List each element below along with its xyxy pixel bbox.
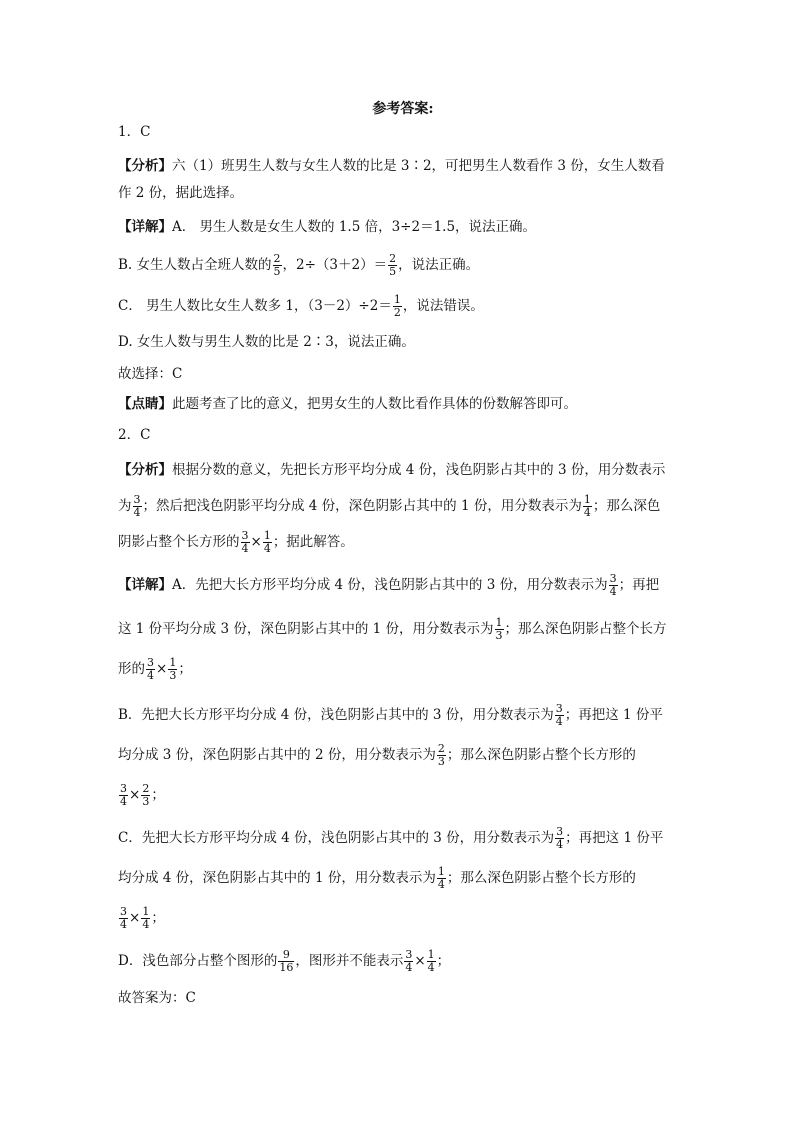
fraction xyxy=(427,949,436,974)
q2-option-D xyxy=(118,949,450,974)
fraction-numerator: 1 xyxy=(393,293,401,306)
text: 均分成 4 份，深色阴影占其中的 1 份，用分数表示为 xyxy=(118,870,436,886)
fraction-denominator: 3 xyxy=(142,795,150,808)
q2-detail-A-line-3 xyxy=(118,657,192,682)
q2-option-B-line-1 xyxy=(118,703,663,728)
fraction-denominator: 4 xyxy=(142,918,150,931)
q1-option-D: D. 女生人数与男生人数的比是 2∶3，说法正确。 xyxy=(118,334,415,350)
fraction-denominator: 4 xyxy=(555,715,563,728)
text: ； xyxy=(151,910,165,926)
fraction-numerator: 3 xyxy=(147,656,154,669)
text: ；那么深色 xyxy=(592,498,661,514)
q1-analysis-line-2: 作 2 份，据此选择。 xyxy=(118,185,244,201)
text: 均分成 3 份，深色阴影占其中的 2 份，用分数表示为 xyxy=(118,747,436,763)
fraction xyxy=(146,657,155,682)
fraction-denominator: 4 xyxy=(241,542,249,555)
fraction-numerator: 1 xyxy=(142,905,150,918)
fraction xyxy=(437,743,446,768)
text: ； xyxy=(151,787,165,803)
analysis-tag: 【分析】 xyxy=(118,462,172,478)
fraction xyxy=(141,783,150,808)
text: 这 1 份平均分成 3 份，深色阴影占其中的 1 份，用分数表示为 xyxy=(118,621,494,637)
fraction-denominator: 4 xyxy=(120,918,127,931)
q2-analysis-line-2 xyxy=(118,494,660,519)
fraction-numerator: 3 xyxy=(120,782,127,795)
fraction-denominator: 16 xyxy=(279,961,294,974)
fraction xyxy=(168,657,177,682)
fraction-denominator: 4 xyxy=(263,542,271,555)
fraction xyxy=(555,703,564,728)
text: ； xyxy=(436,953,451,969)
fraction-numerator: 1 xyxy=(437,865,445,878)
fraction-denominator: 4 xyxy=(437,878,445,891)
q2-analysis-line-1 xyxy=(118,460,665,480)
detail-tag: 【详解】 xyxy=(118,577,172,593)
q2-detail-A-line-1 xyxy=(118,573,659,598)
q2-option-C-line-3 xyxy=(118,906,165,931)
fraction-numerator: 3 xyxy=(241,529,249,542)
q1-comment-text: 此题考查了比的意义，把男女生的人数比看作具体的份数解答即可。 xyxy=(172,396,577,412)
fraction xyxy=(263,530,272,555)
text: 为 xyxy=(118,498,132,514)
q2-option-B-line-3 xyxy=(118,783,165,808)
fraction xyxy=(583,494,592,519)
times-sign: × xyxy=(129,910,141,926)
q1-option-B xyxy=(118,253,479,278)
fraction-numerator: 3 xyxy=(133,493,141,506)
text: ； xyxy=(178,661,192,677)
fraction xyxy=(119,906,128,931)
fraction xyxy=(609,573,618,598)
fraction xyxy=(119,783,128,808)
fraction-denominator: 4 xyxy=(427,961,435,974)
q1-number: 1．C xyxy=(118,124,151,140)
fraction-numerator: 3 xyxy=(556,825,564,838)
text: 阴影占整个长方形的 xyxy=(118,534,240,550)
text: ，2÷（3＋2）＝ xyxy=(282,257,388,273)
fraction-denominator: 3 xyxy=(437,755,445,768)
fraction xyxy=(555,826,564,851)
fraction-numerator: 3 xyxy=(120,905,127,918)
fraction-denominator: 4 xyxy=(556,838,564,851)
text: ，说法错误。 xyxy=(402,298,484,314)
text: 根据分数的意义，先把长方形平均分成 4 份，浅色阴影占其中的 3 份，用分数表示 xyxy=(172,462,666,478)
fraction xyxy=(388,253,397,278)
text: B．先把大长方形平均分成 4 份，浅色阴影占其中的 3 份，用分数表示为 xyxy=(118,707,554,723)
fraction-numerator: 1 xyxy=(583,493,591,506)
fraction xyxy=(133,494,142,519)
text: ；然后把浅色阴影平均分成 4 份，深色阴影占其中的 1 份，用分数表示为 xyxy=(142,498,582,514)
fraction-numerator: 3 xyxy=(405,948,413,961)
q2-option-C-line-2 xyxy=(118,866,636,891)
text: ，说法正确。 xyxy=(398,257,480,273)
text: ；再把这 1 份平 xyxy=(564,707,663,723)
q2-option-B-line-2 xyxy=(118,743,636,768)
q1-option-C xyxy=(118,294,484,319)
fraction-numerator: 1 xyxy=(169,656,177,669)
text: ，图形并不能表示 xyxy=(295,953,404,969)
fraction-denominator: 4 xyxy=(609,585,617,598)
fraction-numerator: 1 xyxy=(495,616,503,629)
q1-detail-A xyxy=(118,217,536,237)
q1-comment xyxy=(118,394,577,414)
page-title: 参考答案: xyxy=(372,101,434,117)
fraction-denominator: 3 xyxy=(169,669,177,682)
fraction-numerator: 1 xyxy=(263,529,271,542)
fraction-numerator: 3 xyxy=(609,572,617,585)
fraction-numerator: 3 xyxy=(555,702,563,715)
fraction-denominator: 5 xyxy=(273,265,281,278)
text: ；再把 xyxy=(618,577,660,593)
fraction-numerator: 9 xyxy=(282,948,290,961)
fraction xyxy=(495,617,504,642)
fraction-denominator: 4 xyxy=(405,961,413,974)
text: B. 女生人数占全班人数的 xyxy=(118,257,272,273)
q1-option-A: A． 男生人数是女生人数的 1.5 倍，3÷2＝1.5，说法正确。 xyxy=(172,219,537,235)
text: C． 男生人数比女生人数多 1，（3－2）÷2＝ xyxy=(118,298,392,314)
q2-detail-A-line-2 xyxy=(118,617,667,642)
fraction xyxy=(273,253,282,278)
text: ；那么深色阴影占整个长方形的 xyxy=(446,870,636,886)
text: ；那么深色阴影占整个长方形的 xyxy=(446,747,636,763)
times-sign: × xyxy=(129,787,141,803)
fraction xyxy=(241,530,250,555)
fraction-denominator: 4 xyxy=(147,669,154,682)
fraction-numerator: 2 xyxy=(389,252,397,265)
detail-tag: 【详解】 xyxy=(118,219,172,235)
text: ；据此解答。 xyxy=(272,534,354,550)
q1-analysis-line-1 xyxy=(118,156,665,176)
fraction xyxy=(141,906,150,931)
times-sign: × xyxy=(414,953,426,969)
fraction-denominator: 4 xyxy=(583,506,591,519)
times-sign: × xyxy=(250,534,262,550)
fraction xyxy=(404,949,413,974)
fraction-denominator: 3 xyxy=(495,629,503,642)
fraction xyxy=(393,294,402,319)
fraction-numerator: 2 xyxy=(273,252,281,265)
q1-analysis-text: 六（1）班男生人数与女生人数的比是 3∶2，可把男生人数看作 3 份，女生人数看 xyxy=(172,158,665,174)
fraction-denominator: 5 xyxy=(389,265,397,278)
fraction xyxy=(278,949,294,974)
q1-answer: 故选择：C xyxy=(118,366,183,382)
fraction-numerator: 2 xyxy=(437,742,445,755)
q2-analysis-line-3 xyxy=(118,530,354,555)
fraction-denominator: 4 xyxy=(120,795,127,808)
q2-answer: 故答案为：C xyxy=(118,990,196,1006)
text: C．先把大长方形平均分成 4 份，浅色阴影占其中的 3 份，用分数表示为 xyxy=(118,830,555,846)
text: D．浅色部分占整个图形的 xyxy=(118,953,278,969)
fraction-numerator: 2 xyxy=(142,782,150,795)
fraction xyxy=(437,866,446,891)
fraction-numerator: 1 xyxy=(427,948,435,961)
analysis-tag: 【分析】 xyxy=(118,158,172,174)
text: A．先把大长方形平均分成 4 份，浅色阴影占其中的 3 份，用分数表示为 xyxy=(172,577,608,593)
comment-tag: 【点睛】 xyxy=(118,396,172,412)
fraction-denominator: 4 xyxy=(133,506,141,519)
text: ；那么深色阴影占整个长方 xyxy=(504,621,667,637)
text: 形的 xyxy=(118,661,145,677)
q2-number: 2．C xyxy=(118,427,151,443)
q2-option-C-line-1 xyxy=(118,826,663,851)
text: ；再把这 1 份平 xyxy=(565,830,664,846)
fraction-denominator: 2 xyxy=(393,306,401,319)
times-sign: × xyxy=(156,661,168,677)
